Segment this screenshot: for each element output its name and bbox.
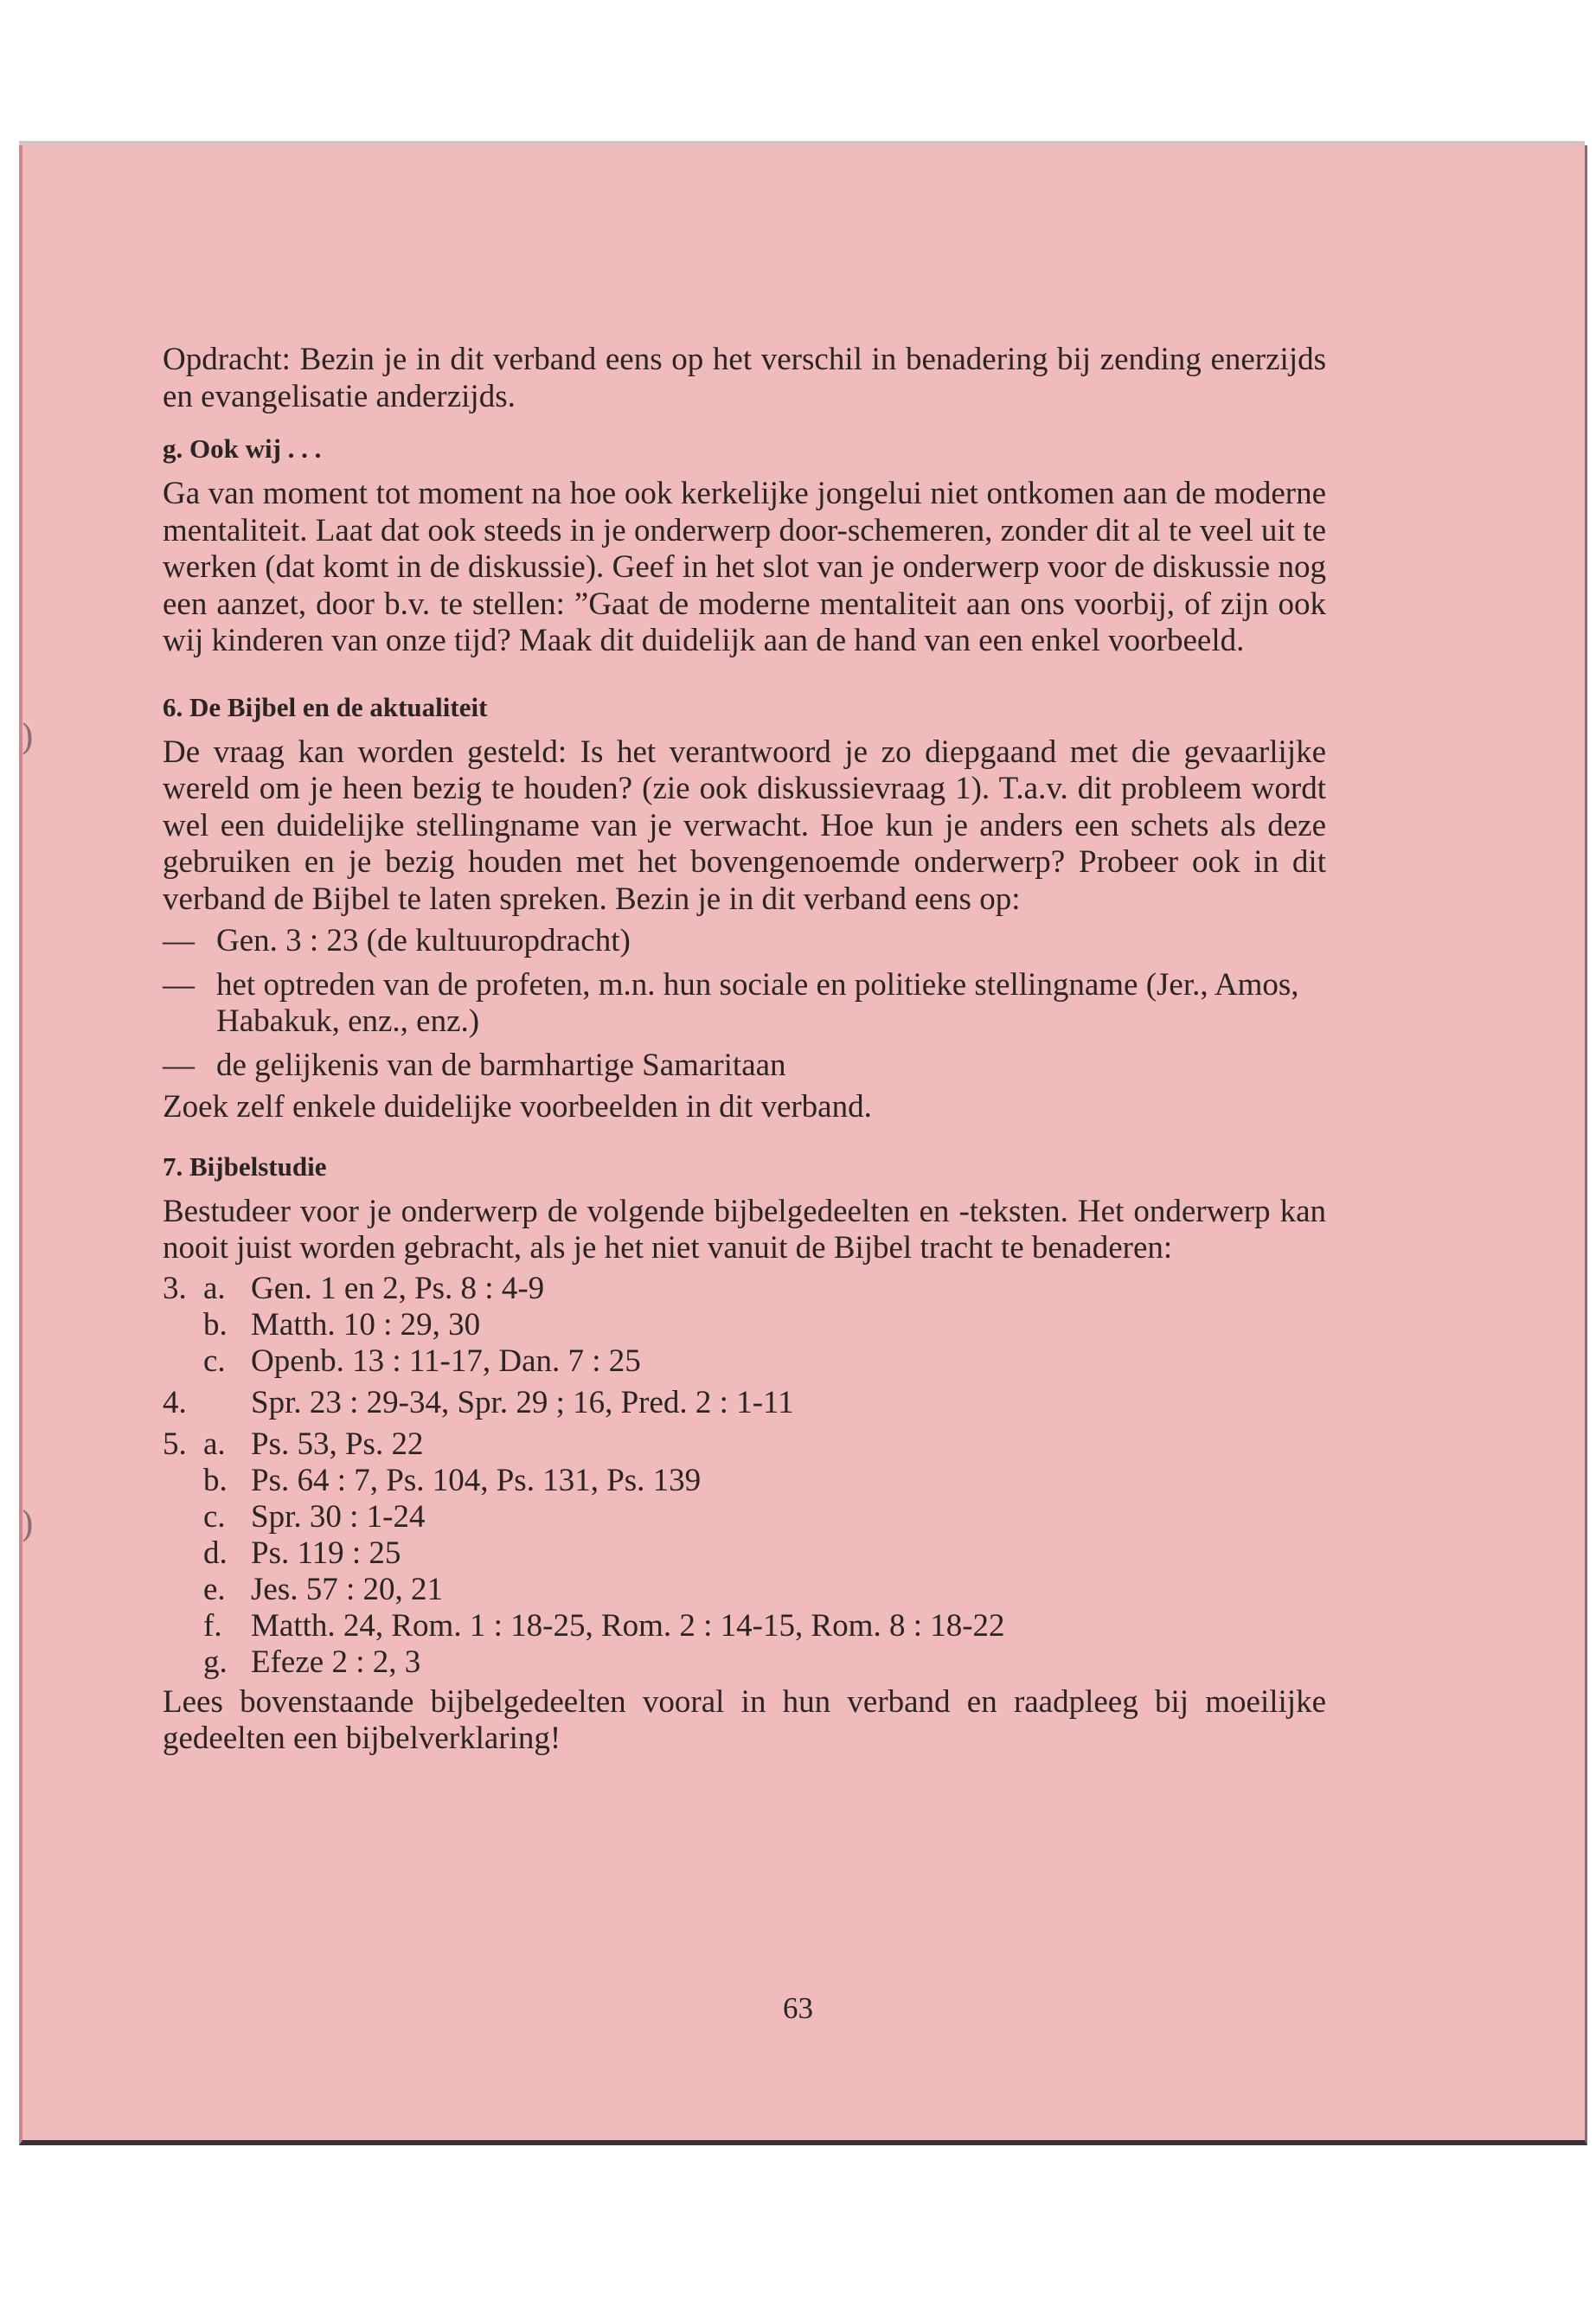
- reference-letter: a.: [203, 1270, 226, 1306]
- section-7-heading: 7. Bijbelstudie: [163, 1150, 327, 1182]
- reference-letter: g.: [203, 1644, 228, 1680]
- reference-text: Matth. 24, Rom. 1 : 18-25, Rom. 2 : 14-15, Rom. 8 : 18-22: [251, 1607, 1005, 1644]
- reference-text: Matth. 10 : 29, 30: [251, 1306, 481, 1343]
- reference-row: [163, 1307, 1326, 1343]
- dash-list-item: [163, 967, 1326, 1041]
- reference-text: Efeze 2 : 2, 3: [251, 1644, 421, 1680]
- reference-text: Spr. 23 : 29-34, Spr. 29 ; 16, Pred. 2 : 1-11: [251, 1384, 794, 1420]
- section-7-closing: Lees bovenstaande bijbelgedeelten vooral in hun verband en raadpleeg bij moeilijke gedeelten een bijbelverklaring!: [163, 1683, 1326, 1756]
- section-6-closing: Zoek zelf enkele duidelijke voorbeelden in dit verband.: [163, 1089, 872, 1125]
- reference-number: 3.: [163, 1270, 187, 1306]
- reference-row: [163, 1385, 1326, 1421]
- dash-mark: —: [163, 923, 195, 958]
- reference-letter: b.: [203, 1462, 228, 1498]
- reference-row: [163, 1608, 1326, 1644]
- reference-number: 4.: [163, 1384, 187, 1420]
- reference-row: [163, 1572, 1326, 1608]
- reference-row: [163, 1343, 1326, 1380]
- reference-row: [163, 1426, 1326, 1463]
- reference-letter: f.: [203, 1607, 222, 1644]
- page-number: 63: [783, 1991, 813, 2025]
- reference-number: [163, 1499, 203, 1535]
- dash-list-item: [163, 1048, 1326, 1085]
- reference-text: Spr. 30 : 1-24: [251, 1498, 426, 1535]
- reference-row: [163, 1271, 1326, 1307]
- dash-item-text: Gen. 3 : 23 (de kultuuropdracht): [216, 923, 631, 958]
- reference-text: Ps. 119 : 25: [251, 1535, 401, 1571]
- reference-number: [163, 1644, 203, 1681]
- reference-row: [163, 1499, 1326, 1535]
- reference-number: [163, 1307, 203, 1343]
- reference-letter: d.: [203, 1535, 228, 1571]
- intro-paragraph: Opdracht: Bezin je in dit verband eens op het verschil in benadering bij zending enerzijds en evangelisatie anderzijds.: [163, 342, 1326, 414]
- reference-text: Ps. 64 : 7, Ps. 104, Ps. 131, Ps. 139: [251, 1462, 702, 1498]
- reference-row: [163, 1644, 1326, 1681]
- reference-letter: c.: [203, 1343, 226, 1379]
- reference-letter: [203, 1385, 251, 1421]
- reference-letter: e.: [203, 1571, 226, 1607]
- reference-letter: c.: [203, 1498, 226, 1535]
- dash-mark: —: [163, 1047, 195, 1083]
- reference-number: [163, 1608, 203, 1644]
- reference-number: [163, 1463, 203, 1499]
- reference-row: [163, 1463, 1326, 1499]
- margin-bracket-mark: ): [21, 1505, 35, 1545]
- reference-row: [163, 1535, 1326, 1572]
- reference-text: Openb. 13 : 11-17, Dan. 7 : 25: [251, 1343, 641, 1379]
- margin-bracket-mark: ): [21, 718, 35, 758]
- dash-item-text: de gelijkenis van de barmhartige Samaritaan: [216, 1047, 786, 1083]
- page-content: [163, 342, 1326, 1758]
- section-7-body: Bestudeer voor je onderwerp de volgende bijbelgedeelten en -teksten. Het onderwerp kan nooit juist worden gebracht, als je het niet vanuit de Bijbel tracht te benaderen:: [163, 1193, 1326, 1266]
- reference-letter: a.: [203, 1426, 226, 1462]
- section-6-heading: 6. De Bijbel en de aktualiteit: [163, 691, 488, 722]
- reference-text: Ps. 53, Ps. 22: [251, 1426, 424, 1462]
- dash-item-text: het optreden van de profeten, m.n. hun sociale en politieke stellingname (Jer., Amos, Habakuk, enz., enz.): [216, 966, 1299, 1039]
- section-6-body: De vraag kan worden gesteld: Is het verantwoord je zo diepgaand met die gevaarlijke wereld om je heen bezig te houden? (zie ook diskussievraag 1). T.a.v. dit probleem wordt wel een duidelijke stellingname van je verwacht. Hoe kun je anders een schets als deze gebruiken en je bezig houden met het bovengenoemde onderwerp? Probeer ook in dit verband de Bijbel te laten spreken. Bezin je in dit verband eens op:: [163, 734, 1326, 917]
- dash-list-item: [163, 923, 1326, 960]
- reference-number: [163, 1343, 203, 1380]
- reference-letter: b.: [203, 1306, 228, 1343]
- reference-number: 5.: [163, 1426, 187, 1462]
- section-g-heading: g. Ook wij . . .: [163, 433, 322, 464]
- reference-number: [163, 1535, 203, 1572]
- reference-number: [163, 1572, 203, 1608]
- dash-mark: —: [163, 966, 195, 1003]
- reference-text: Jes. 57 : 20, 21: [251, 1571, 443, 1607]
- section-g-body: Ga van moment tot moment na hoe ook kerkelijke jongelui niet ontkomen aan de moderne mentaliteit. Laat dat ook steeds in je onderwerp door-schemeren, zonder dit al te veel uit te werken (dat komt in de diskussie). Geef in het slot van je onderwerp voor de diskussie nog een aanzet, door b.v. te stellen: ”Gaat de moderne mentaliteit aan ons voorbij, of zijn ook wij kinderen van onze tijd? Maak dit duidelijk aan de hand van een enkel voorbeeld.: [163, 476, 1326, 658]
- reference-text: Gen. 1 en 2, Ps. 8 : 4-9: [251, 1270, 545, 1306]
